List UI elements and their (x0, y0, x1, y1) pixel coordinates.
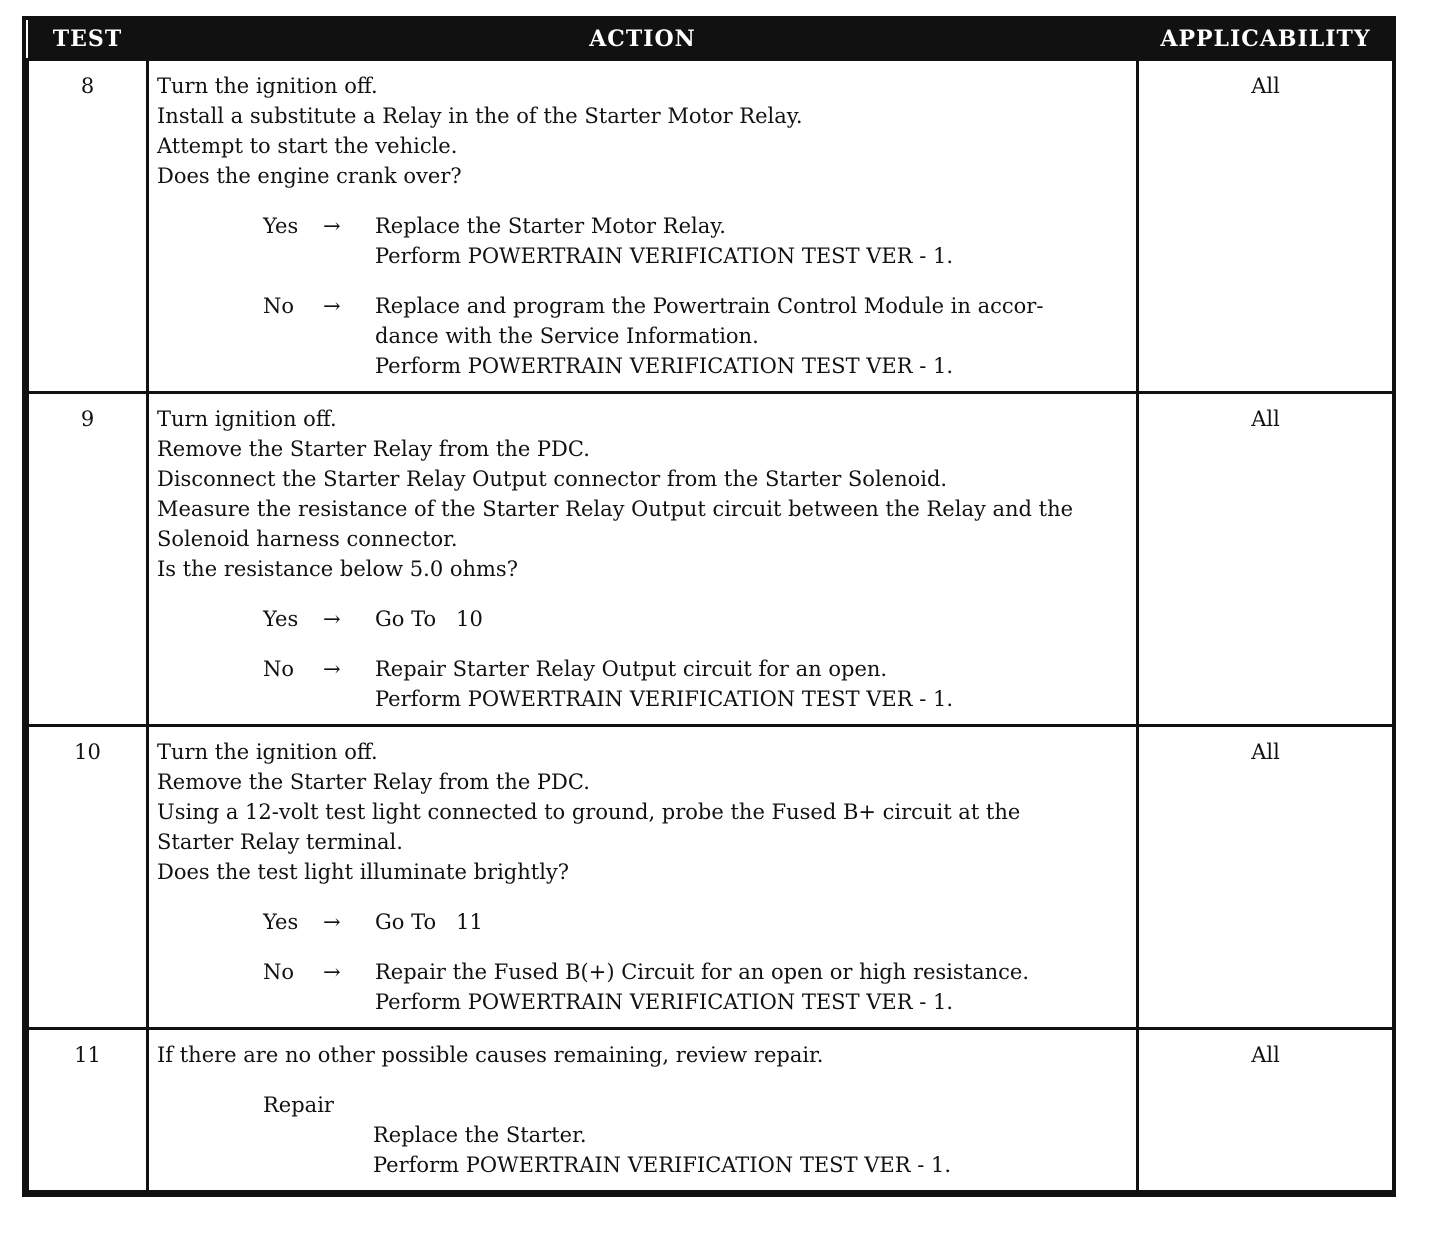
no-text: Perform POWERTRAIN VERIFICATION TEST VER - 1. (375, 990, 954, 1014)
no-text: Perform POWERTRAIN VERIFICATION TEST VER - 1. (375, 354, 954, 378)
no-option (263, 291, 1128, 381)
header-test: TEST (28, 20, 148, 60)
step-text: Is the resistance below 5.0 ohms? (157, 557, 518, 581)
step-text: Turn ignition off. (157, 407, 337, 431)
repair-label: Repair (263, 1093, 334, 1117)
step-text: Does the engine crank over? (157, 164, 462, 188)
step-text: Disconnect the Starter Relay Output connector from the Starter Solenoid. (157, 467, 948, 491)
arrow-right-icon: → (323, 910, 341, 934)
yes-label: Yes (263, 214, 299, 238)
action-cell (148, 1029, 1138, 1192)
test-table (26, 20, 1395, 1193)
applicability-value: All (1138, 60, 1394, 393)
table-row (28, 726, 1394, 1029)
no-text: Repair Starter Relay Output circuit for an open. (375, 657, 888, 681)
applicability-value: All (1138, 1029, 1394, 1192)
step-text: Attempt to start the vehicle. (157, 134, 458, 158)
arrow-right-icon: → (323, 657, 341, 681)
step-text: Remove the Starter Relay from the PDC. (157, 437, 590, 461)
diagnostic-table (22, 16, 1396, 1197)
yes-option (263, 604, 1128, 634)
step-text: Install a substitute a Relay in the of the Starter Motor Relay. (157, 104, 803, 128)
applicability-value: All (1138, 726, 1394, 1029)
yes-text: Perform POWERTRAIN VERIFICATION TEST VER - 1. (375, 244, 954, 268)
no-option (263, 654, 1128, 714)
step-text: Turn the ignition off. (157, 74, 378, 98)
step-text: Solenoid harness connector. (157, 527, 458, 551)
step-text: Does the test light illuminate brightly? (157, 860, 570, 884)
no-label: No (263, 960, 295, 984)
test-number: 10 (28, 726, 148, 1029)
test-number: 11 (28, 1029, 148, 1192)
header-action: ACTION (148, 20, 1138, 60)
no-text: Repair the Fused B(+) Circuit for an open or high resistance. (375, 960, 1030, 984)
arrow-right-icon: → (323, 294, 341, 318)
action-cell (148, 726, 1138, 1029)
step-text: Using a 12-volt test light connected to ground, probe the Fused B+ circuit at the (157, 800, 1021, 824)
applicability-value: All (1138, 393, 1394, 726)
no-label: No (263, 294, 295, 318)
yes-option (263, 211, 1128, 271)
arrow-right-icon: → (323, 960, 341, 984)
step-text: Remove the Starter Relay from the PDC. (157, 770, 590, 794)
table-row (28, 1029, 1394, 1192)
step-text: Measure the resistance of the Starter Relay Output circuit between the Relay and the (157, 497, 1074, 521)
yes-text: Replace the Starter Motor Relay. (375, 214, 726, 238)
action-cell (148, 393, 1138, 726)
repair-text: Replace the Starter. (373, 1123, 587, 1147)
repair-option (263, 1090, 1128, 1180)
yes-text: Go To 10 (375, 607, 483, 631)
repair-text: Perform POWERTRAIN VERIFICATION TEST VER - 1. (373, 1153, 952, 1177)
test-number: 9 (28, 393, 148, 726)
arrow-right-icon: → (323, 214, 341, 238)
header-row (28, 20, 1394, 60)
no-text: dance with the Service Information. (375, 324, 759, 348)
header-applicability: APPLICABILITY (1138, 20, 1394, 60)
no-label: No (263, 657, 295, 681)
no-option (263, 957, 1128, 1017)
yes-label: Yes (263, 910, 299, 934)
yes-option (263, 907, 1128, 937)
table-row (28, 393, 1394, 726)
action-cell (148, 60, 1138, 393)
test-number: 8 (28, 60, 148, 393)
table-row (28, 60, 1394, 393)
no-text: Perform POWERTRAIN VERIFICATION TEST VER - 1. (375, 687, 954, 711)
yes-text: Go To 11 (375, 910, 483, 934)
yes-label: Yes (263, 607, 299, 631)
step-text: Turn the ignition off. (157, 740, 378, 764)
no-text: Replace and program the Powertrain Control Module in accor- (375, 294, 1044, 318)
step-text: Starter Relay terminal. (157, 830, 403, 854)
arrow-right-icon: → (323, 607, 341, 631)
step-text: If there are no other possible causes remaining, review repair. (157, 1043, 824, 1067)
